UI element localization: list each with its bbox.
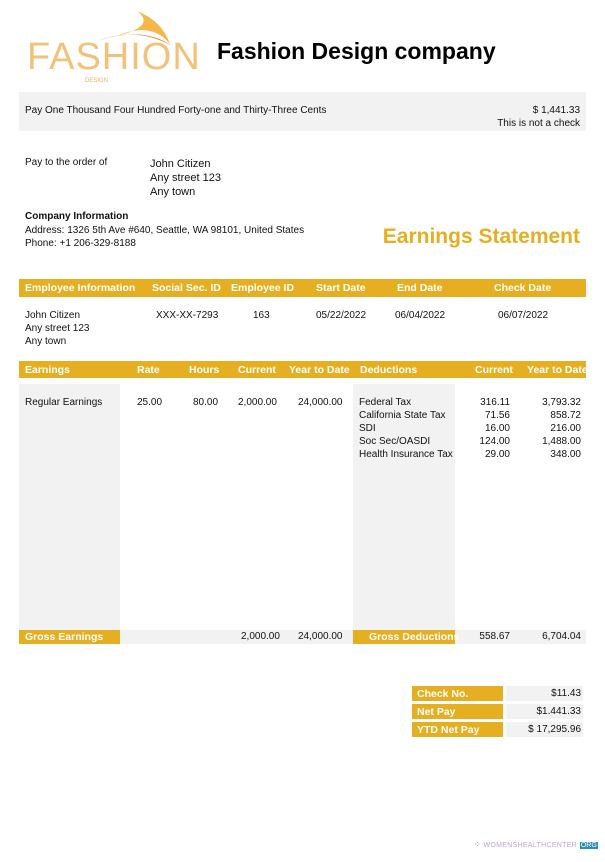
not-a-check-note: This is not a check xyxy=(497,118,580,129)
header-start-date: Start Date xyxy=(316,282,366,294)
footer-logo xyxy=(474,839,598,851)
earning-ytd: 24,000.00 xyxy=(298,397,343,408)
company-phone: Phone: +1 206-329-8188 xyxy=(25,238,136,249)
payee-town: Any town xyxy=(150,186,196,198)
earnings-name-column xyxy=(19,384,120,630)
gross-deductions-current: 558.67 xyxy=(479,631,510,642)
deduction-name: SDI xyxy=(359,423,376,434)
deduction-ytd: 1,488.00 xyxy=(542,436,581,447)
employee-street: Any street 123 xyxy=(25,323,90,334)
header-end-date: End Date xyxy=(397,282,443,294)
deduction-ytd: 858.72 xyxy=(550,410,581,421)
header-deductions-ytd: Year to Date xyxy=(527,364,588,376)
earning-rate: 25.00 xyxy=(137,397,163,408)
employee-name: John Citizen xyxy=(25,310,81,321)
dots-icon: ⁘ xyxy=(474,840,481,849)
deduction-name: Federal Tax xyxy=(359,397,412,408)
statement-title: Earnings Statement xyxy=(382,225,580,248)
header-current: Current xyxy=(238,364,276,376)
end-date: 06/04/2022 xyxy=(395,310,446,321)
employee-id: 163 xyxy=(253,310,270,321)
deduction-current: 71.56 xyxy=(484,410,510,421)
net-pay-value: $1.441.33 xyxy=(536,706,581,717)
header-hours: Hours xyxy=(189,364,220,376)
pay-to-label: Pay to the order of xyxy=(25,157,108,168)
header-ssn: Social Sec. ID xyxy=(152,282,221,294)
deduction-ytd: 348.00 xyxy=(550,449,581,460)
deduction-name: Health Insurance Tax xyxy=(359,449,453,460)
earning-name: Regular Earnings xyxy=(25,397,103,408)
deduction-current: 29.00 xyxy=(484,449,510,460)
footer-tld: ORG xyxy=(580,842,597,849)
deduction-current: 124.00 xyxy=(479,436,510,447)
header-check-date: Check Date xyxy=(494,282,552,294)
logo-subtext: DESIGN xyxy=(85,78,109,84)
logo-text: FASHION xyxy=(27,36,201,78)
earning-hours: 80.00 xyxy=(193,397,219,408)
company-logo xyxy=(27,6,201,86)
check-no-label: Check No. xyxy=(417,688,469,700)
deduction-name: California State Tax xyxy=(359,410,446,421)
gross-deductions-label: Gross Deductions xyxy=(369,631,460,643)
amount-in-words: Pay One Thousand Four Hundred Forty-one and Thirty-Three Cents xyxy=(25,105,327,116)
deduction-current: 16.00 xyxy=(484,423,510,434)
gross-earnings-ytd: 24,000.00 xyxy=(298,631,343,642)
deduction-ytd: 3,793.32 xyxy=(542,397,581,408)
company-info-heading: Company Information xyxy=(25,211,129,222)
check-no-value: $11.43 xyxy=(551,688,581,699)
gross-earnings-current: 2,000.00 xyxy=(241,631,280,642)
company-title: Fashion Design company xyxy=(217,38,496,64)
header-rate: Rate xyxy=(137,364,160,376)
gross-deductions-ytd: 6,704.04 xyxy=(542,631,581,642)
header-employee-id: Employee ID xyxy=(231,282,295,294)
header-deductions: Deductions xyxy=(360,364,418,376)
payee-name: John Citizen xyxy=(150,158,211,170)
deduction-name: Soc Sec/OASDI xyxy=(359,436,431,447)
earning-current: 2,000.00 xyxy=(238,397,277,408)
payee-street: Any street 123 xyxy=(150,172,221,184)
check-date: 06/07/2022 xyxy=(498,310,549,321)
header-employee-info: Employee Information xyxy=(25,282,136,294)
deduction-ytd: 216.00 xyxy=(550,423,581,434)
start-date: 05/22/2022 xyxy=(316,310,367,321)
company-address: Address: 1326 5th Ave #640, Seattle, WA 98101, United States xyxy=(25,225,305,236)
ytd-net-pay-label: YTD Net Pay xyxy=(417,724,480,736)
pay-amount: $ 1,441.33 xyxy=(532,105,580,116)
deduction-current: 316.11 xyxy=(480,397,510,408)
net-pay-label: Net Pay xyxy=(417,706,456,718)
header-deductions-current: Current xyxy=(475,364,513,376)
footer-brand: WOMENSHEALTHCENTER xyxy=(483,842,578,849)
gross-earnings-label: Gross Earnings xyxy=(25,631,104,643)
header-earnings: Earnings xyxy=(25,364,70,376)
employee-town: Any town xyxy=(25,336,67,347)
header-year-to-date: Year to Date xyxy=(289,364,350,376)
ytd-net-pay-value: $ 17,295.96 xyxy=(528,724,581,735)
employee-ssn: XXX-XX-7293 xyxy=(156,310,219,321)
